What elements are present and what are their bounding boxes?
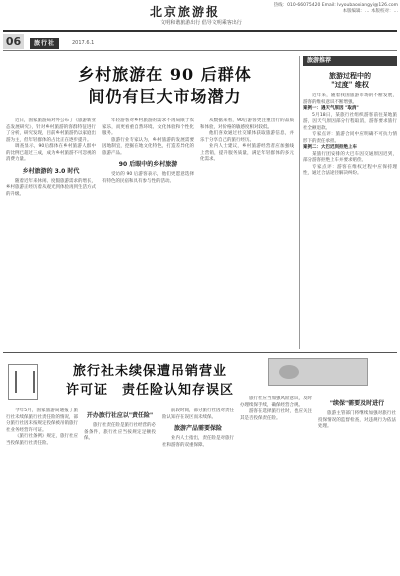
column-logo-icon bbox=[8, 364, 38, 400]
story2-column-2: 开办旅行社应以"责任险" 旅行社责任险是旅行社经营的必备条件，旅行社应当按规定足额投保。 bbox=[84, 412, 156, 441]
story2-column-4: 旅行社应当加强风险意识，及时办理续保手续，确保经营合规。 游客在选择旅行社时，也应关注其是否投保责任险。 bbox=[240, 396, 312, 421]
case-heading: 案例二：大巴迟到拒绝上车 bbox=[303, 145, 357, 150]
masthead bbox=[0, 0, 400, 50]
subhead: 90 后眼中的乡村旅游 bbox=[118, 161, 178, 168]
column-divider bbox=[299, 56, 300, 349]
story2-column-5: "续保"需要及时进行 旅游主管部门将继续加强对旅行社投保情况的监督检查，对违规行为依法处理。 bbox=[318, 400, 396, 429]
story2-headline: 旅行社未续保遭吊销营业 许可证 责任险认知存误区 bbox=[65, 364, 234, 398]
sidebar-body: 近年来，随着我国旅游市场的不断发展，游客的维权意识不断增强。 案例一：遇天气原因 "取消" 5月18日，某旅行社组织游客前往某地旅游，因天气原因部分行程取消，游客要求旅行社全额退款。 专家点评：旅游合同中应明确不可抗力情形下的责任承担。 案例二：大巴迟到拒绝上车 某旅行团安排的大巴车因交通原因迟到，部分游客拒绝上车并要求赔偿。 专家点评：游客在维权过程中应保持理性，通过合法途径解决纠纷。 bbox=[303, 93, 397, 176]
sidebar-recommendation bbox=[303, 56, 397, 349]
masthead-rule-bottom bbox=[3, 50, 397, 51]
story1-column-1: 近日，国家旅游局对外公布了《旅游新业态发展研究》，针对乡村旅游的客群特征进行了分析，研究发现，目前乡村旅游仍以家庭出游为主，但年轻群体的占比正在逐步提升。 调查显示，90后群体在乡村旅游人群中的比例已超过三成，成为乡村旅游不可忽视的消费力量。 乡村旅游的 3.0 时代 随着近年来休闲、度假旅游需求的增长，乡村旅游正经历着从观光到体验再到生活方式的升级。 bbox=[6, 118, 96, 197]
masthead-motto: 文明和谐旅游出行 倡导文明乘客出行 bbox=[160, 20, 242, 26]
masthead-rule bbox=[3, 30, 397, 32]
story1-column-2: 年轻游客对乡村旅游的需求不再局限于农家乐，而更看重自然环境、文化体验和个性化服务。 旅游行业专家认为，乡村旅游的发展需要因地制宜，挖掘在地文化特色，打造差异化的旅游产品。 90 后眼中的乡村旅游 受访的 90 后游客表示，他们更愿意选择有特色的民宿和具有参与性的活动。 bbox=[102, 118, 194, 184]
case-heading: 案例一：遇天气原因 "取消" bbox=[303, 106, 359, 111]
subhead: "续保"需要及时进行 bbox=[329, 400, 385, 407]
story2-column-3: 前段时间，部分旅行社因对责任险认知存在误区而未续保。 旅游产品需要保险 业内人士指出，责任险是对旅行社和游客的双重保障。 bbox=[162, 408, 234, 448]
story-photo bbox=[268, 358, 368, 386]
masthead-contact: 热线：010-66075420 Email: lvyoubaoxiangyi@126.com 本版编辑：… 本版校对：… bbox=[273, 3, 398, 14]
story1-column-3: 从数据来看，90后游客更注重出行的品质和体验，对价格的敏感度相对较低。 他们喜欢通过社交媒体获取旅游信息，并乐于分享自己的旅行经历。 业内人士建议，乡村旅游经营者应加强线上营销，提升服务质量，满足年轻群体的多元化需求。 bbox=[200, 118, 294, 162]
sidebar-header: 旅游推荐 bbox=[303, 56, 397, 66]
paper-name: 北京旅游报 bbox=[150, 5, 221, 19]
subhead: 开办旅行社应以"责任险" bbox=[86, 412, 154, 419]
page-number: 06 bbox=[3, 34, 24, 49]
story1-headline: 乡村旅游在 90 后群体 间仍有巨大市场潜力 bbox=[78, 65, 252, 106]
sidebar-title: 旅游过程中的 "过度" 维权 bbox=[329, 71, 371, 89]
section-divider bbox=[3, 352, 397, 353]
issue-date: 2017.6.1 bbox=[72, 40, 95, 46]
section-tag: 旅行社 bbox=[30, 38, 59, 49]
subhead: 乡村旅游的 3.0 时代 bbox=[22, 167, 80, 175]
story2-column-1: 今年5月，国家旅游局通报了旅行社未续保旅行社责任险的情况，部分旅行社因未按规定投保被吊销旅行社业务经营许可证。 《旅行社条例》规定，旅行社应当投保旅行社责任险。 bbox=[6, 408, 78, 446]
subhead: 旅游产品需要保险 bbox=[173, 425, 222, 432]
